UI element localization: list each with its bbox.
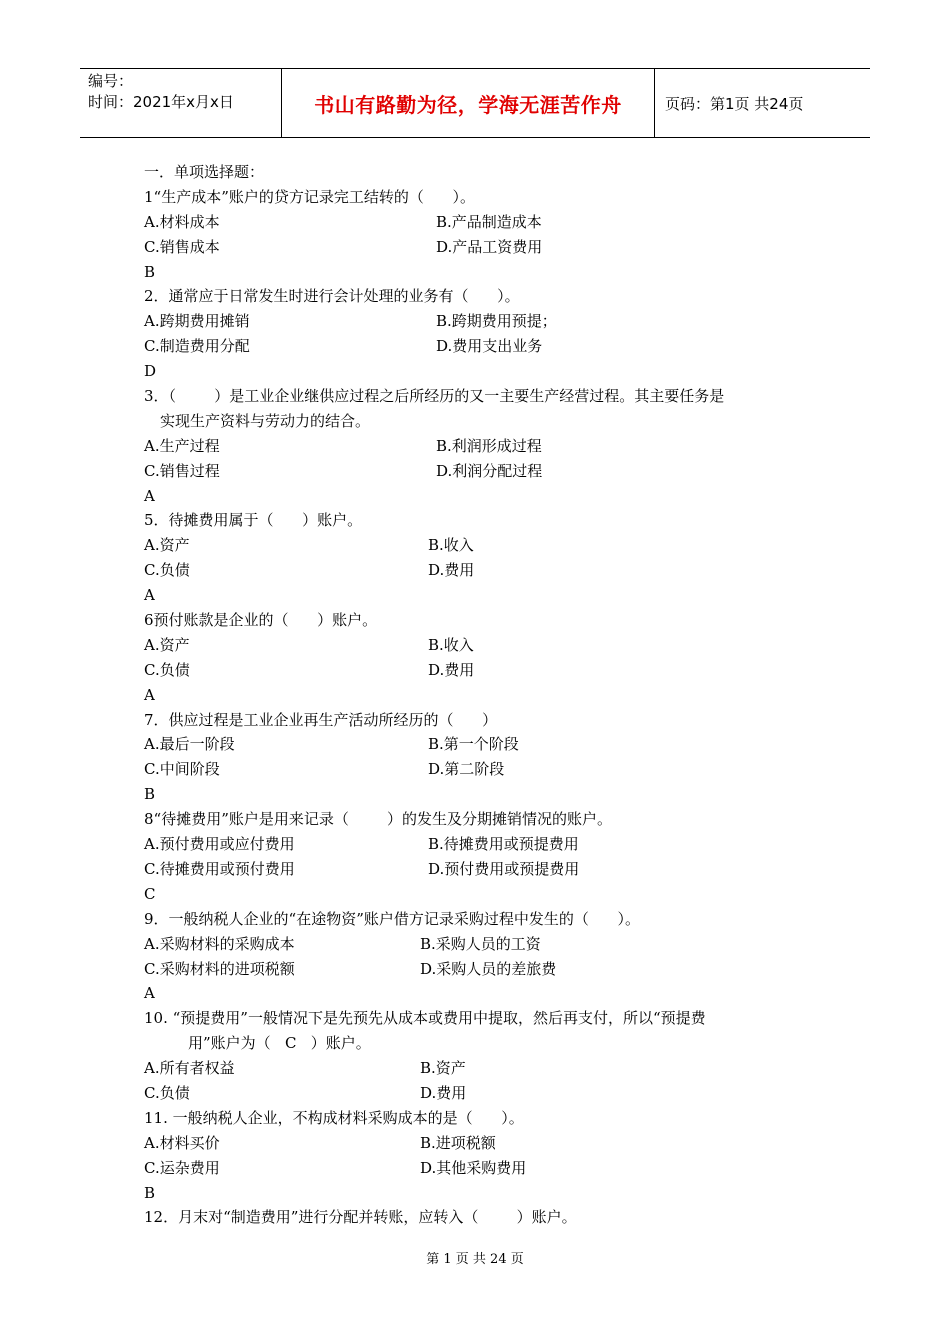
option-text: B.跨期费用预提； — [436, 312, 557, 331]
question-text: 7．供应过程是工业企业再生产活动所经历的（ ） — [144, 710, 498, 729]
question-text: 2．通常应于日常发生时进行会计处理的业务有（ ）。 — [144, 287, 520, 306]
option-text: D.费用 — [420, 1083, 467, 1102]
doc-date-label: 时间：2021年x月x日 — [88, 93, 234, 111]
option-row — [144, 857, 824, 882]
answer: B — [144, 1183, 156, 1202]
option-row — [144, 732, 824, 757]
option-text: C.销售成本 — [144, 237, 220, 256]
page-header — [80, 68, 870, 138]
option-text: D.利润分配过程 — [436, 461, 543, 480]
option-text: C.中间阶段 — [144, 760, 220, 779]
answer: A — [144, 486, 155, 505]
option-text: B.利润形成过程 — [436, 436, 542, 455]
option-text: B.采购人员的工资 — [420, 934, 541, 953]
option-text: D.其他采购费用 — [420, 1158, 527, 1177]
doc-number-label: 编号： — [88, 72, 134, 90]
question-text: 12．月末对“制造费用”进行分配并转账，应转入（ ）账户。 — [144, 1208, 577, 1227]
option-text: B.收入 — [428, 536, 474, 555]
option-row — [144, 633, 824, 658]
question-list — [144, 160, 824, 1230]
option-text: C.销售过程 — [144, 461, 220, 480]
question-text: 用”账户为（ C ）账户。 — [188, 1034, 371, 1053]
option-text: C.负债 — [144, 561, 190, 580]
option-text: B.进项税额 — [420, 1133, 496, 1152]
option-text: A.生产过程 — [144, 436, 220, 455]
option-row — [144, 309, 824, 334]
option-row — [144, 533, 824, 558]
question-text: 9．一般纳税人企业的“在途物资”账户借方记录采购过程中发生的（ ）。 — [144, 909, 640, 928]
option-text: A.所有者权益 — [144, 1059, 235, 1078]
option-row — [144, 957, 824, 982]
question-text: 8“待摊费用”账户是用来记录（ ）的发生及分期摊销情况的账户。 — [144, 810, 613, 829]
answer: B — [144, 262, 156, 281]
option-row — [144, 658, 824, 683]
option-row — [144, 757, 824, 782]
option-text: A.跨期费用摊销 — [144, 312, 250, 331]
option-text: A.资产 — [144, 536, 190, 555]
question-text: 实现生产资料与劳动力的结合。 — [160, 411, 371, 430]
option-text: D.费用支出业务 — [436, 337, 543, 356]
question-text: 10. “预提费用”一般情况下是先预先从成本或费用中提取，然后再支付，所以“预提费 — [144, 1009, 706, 1028]
option-text: C.采购材料的进项税额 — [144, 959, 295, 978]
header-slogan: 书山有路勤为径，学海无涯苦作舟 — [314, 92, 622, 117]
option-row — [144, 459, 824, 484]
option-row — [144, 1081, 824, 1106]
answer: A — [144, 586, 155, 605]
option-text: B.资产 — [420, 1059, 466, 1078]
question-text: 1“生产成本”账户的贷方记录完工结转的（ ）。 — [144, 187, 475, 206]
option-row — [144, 1156, 824, 1181]
header-meta — [80, 69, 282, 137]
option-row — [144, 932, 824, 957]
option-text: A.最后一阶段 — [144, 735, 235, 754]
option-text: C.负债 — [144, 660, 190, 679]
header-page-info: 页码：第1页 共24页 — [665, 94, 804, 113]
option-text: D.费用 — [428, 660, 475, 679]
section-title: 一．单项选择题： — [144, 163, 265, 181]
option-text: A.资产 — [144, 635, 190, 654]
question-text: 5．待摊费用属于（ ）账户。 — [144, 511, 363, 530]
option-text: B.第一个阶段 — [428, 735, 519, 754]
question-text: 3．（ ）是工业企业继供应过程之后所经历的又一主要生产经营过程。其主要任务是 — [144, 387, 725, 406]
option-text: A.材料成本 — [144, 212, 220, 231]
option-text: D.预付费用或预提费用 — [428, 859, 580, 878]
answer: A — [144, 984, 155, 1003]
option-text: D.采购人员的差旅费 — [420, 959, 557, 978]
option-text: C.制造费用分配 — [144, 337, 250, 356]
option-row — [144, 558, 824, 583]
option-text: D.第二阶段 — [428, 760, 505, 779]
option-text: C.负债 — [144, 1083, 190, 1102]
answer: C — [144, 884, 156, 903]
option-text: B.产品制造成本 — [436, 212, 542, 231]
option-text: D.产品工资费用 — [436, 237, 543, 256]
page-footer: 第 1 页 共 24 页 — [426, 1252, 524, 1267]
option-row — [144, 235, 824, 260]
option-text: A.采购材料的采购成本 — [144, 934, 295, 953]
option-text: D.费用 — [428, 561, 475, 580]
question-text: 11. 一般纳税人企业，不构成材料采购成本的是（ ）。 — [144, 1108, 524, 1127]
option-text: B.收入 — [428, 635, 474, 654]
option-row — [144, 210, 824, 235]
header-slogan-cell — [282, 69, 655, 137]
option-text: C.运杂费用 — [144, 1158, 220, 1177]
option-text: A.材料买价 — [144, 1133, 220, 1152]
option-row — [144, 334, 824, 359]
question-text: 6预付账款是企业的（ ）账户。 — [144, 611, 378, 630]
answer: D — [144, 362, 157, 381]
option-row — [144, 1056, 824, 1081]
option-text: B.待摊费用或预提费用 — [428, 835, 579, 854]
option-row — [144, 434, 824, 459]
option-row — [144, 1131, 824, 1156]
option-text: A.预付费用或应付费用 — [144, 835, 295, 854]
answer: A — [144, 685, 155, 704]
option-row — [144, 832, 824, 857]
answer: B — [144, 785, 156, 804]
option-text: C.待摊费用或预付费用 — [144, 859, 295, 878]
